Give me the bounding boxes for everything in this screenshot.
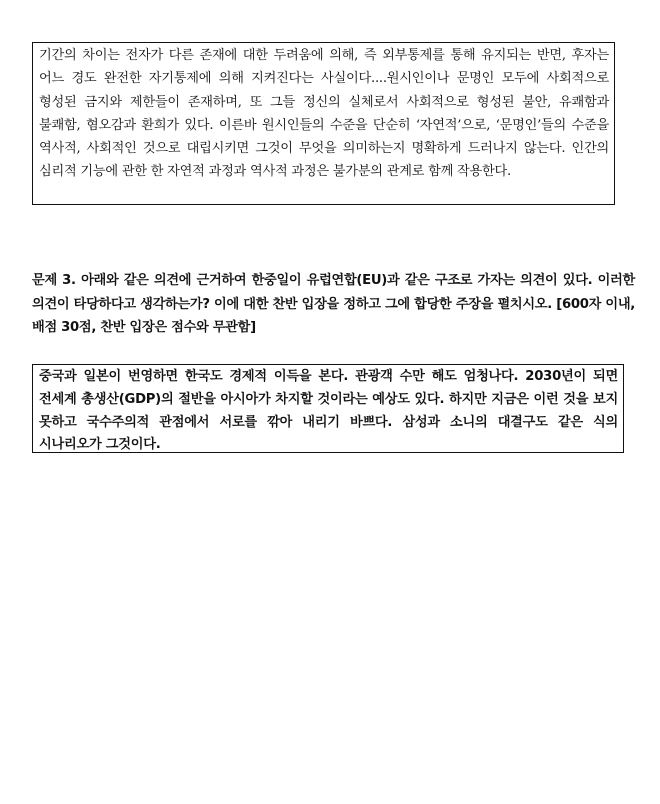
question-prompt: 문제 3. 아래와 같은 의견에 근거하여 한중일이 유럽연합(EU)과 같은 구조로 가자는 의견이 있다. 이러한 의견이 타당하다고 생각하는가? 이에 대한 찬반 입장을 정하고 그에 합당한 주장을 펼치시오. [600자 이내, 배점 30점, 찬반 입장은 점수와 무관함] (32, 273, 635, 335)
opinion-box (32, 364, 624, 453)
passage-box (32, 42, 615, 205)
passage-text: 기간의 차이는 전자가 다른 존재에 대한 두려움에 의해, 즉 외부통제를 통해 유지되는 반면, 후자는 어느 경도 완전한 자기통제에 의해 지켜진다는 사실이다....원시인이나 문명인 모두에 사회적으로 형성된 금지와 제한들이 존재하며, 또 그들 정신의 실체로서 사회적으로 형성된 불안, 유쾌함과 불쾌함, 혐오감과 환희가 있다. 이른바 원시인들의 수준을 단순히 ‘자연적’으로, ‘문명인’들의 수준을 역사적, 사회적인 것으로 대립시키면 그것이 무엇을 의미하는지 명확하게 드러나지 않는다. 인간의 심리적 기능에 관한 한 자연적 과정과 역사적 과정은 불가분의 관계로 함께 작용한다. (39, 48, 609, 180)
opinion-text: 중국과 일본이 번영하면 한국도 경제적 이득을 본다. 관광객 수만 해도 엄청나다. 2030년이 되면 전세계 총생산(GDP)의 절반을 아시아가 차지할 것이라는 예상도 있다. 하지만 지금은 이런 것을 보지 못하고 국수주의적 관점에서 서로를 깎아 내리기 바쁘다. 삼성과 소니의 대결구도 같은 식의 시나리오가 그것이다. (39, 369, 618, 453)
